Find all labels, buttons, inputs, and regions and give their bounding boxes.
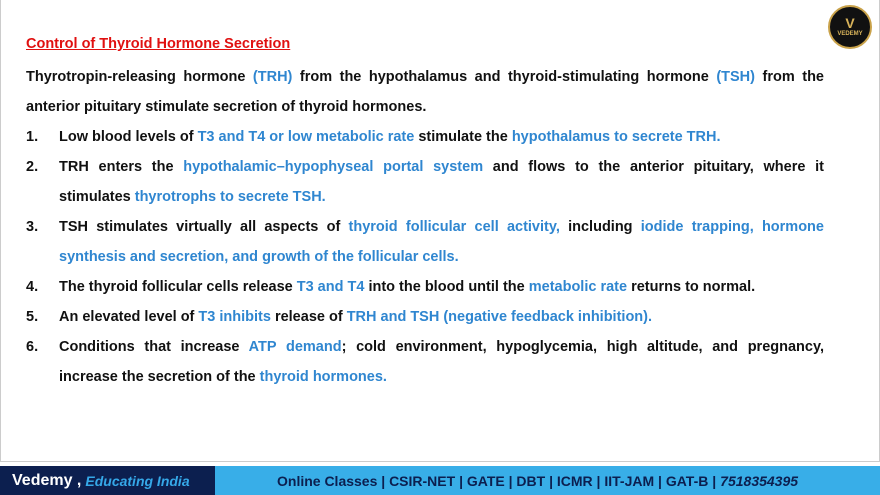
text-segment: returns to normal. (627, 279, 756, 295)
list-item (26, 152, 824, 212)
text-segment: ; cold environment, hypoglycemia, high altitude, and pregnancy, increase the secretion of the (59, 339, 824, 385)
highlighted-text: T3 inhibits (198, 309, 271, 325)
text-segment: from the hypothalamus and thyroid-stimulating hormone (292, 69, 717, 85)
text-segment: TSH stimulates virtually all aspects of (59, 219, 349, 235)
item-text (59, 152, 824, 212)
text-segment: Low blood levels of (59, 129, 198, 145)
highlighted-text: hypothalamic–hypophyseal portal system (183, 159, 484, 175)
highlighted-text: thyroid follicular cell activity, (348, 219, 560, 235)
text-segment: TRH enters the (59, 159, 184, 175)
brand-name: Vedemy , (12, 471, 82, 489)
brand-tagline: Educating India (85, 472, 190, 489)
item-text (59, 212, 824, 272)
logo-letter: V (845, 15, 855, 31)
item-text (59, 272, 824, 302)
intro-paragraph (26, 62, 824, 122)
footer-info (215, 466, 880, 495)
highlighted-text: (TRH) (252, 69, 293, 85)
phone-number: 7518354395 (720, 472, 799, 489)
text-segment: from the anterior pituitary stimulate secretion of thyroid hormones. (26, 69, 824, 115)
highlighted-text: metabolic rate (528, 279, 628, 295)
item-number: 3. (26, 219, 39, 235)
highlighted-text: thyroid hormones. (259, 369, 387, 385)
item-number: 6. (26, 339, 39, 355)
slide-title: Control of Thyroid Hormone Secretion (26, 36, 291, 52)
highlighted-text: T3 and T4 (296, 279, 365, 295)
item-text (59, 332, 824, 392)
list-item (26, 272, 824, 302)
item-number: 5. (26, 309, 39, 325)
text-segment: into the blood until the (364, 279, 529, 295)
item-number: 4. (26, 279, 39, 295)
item-text (59, 302, 824, 332)
item-text (59, 122, 824, 152)
course-list: Online Classes | CSIR-NET | GATE | DBT | ICMR | IIT-JAM | GAT-B | (277, 472, 717, 489)
list-item (26, 332, 824, 392)
item-number: 2. (26, 159, 39, 175)
item-number: 1. (26, 129, 39, 145)
steps-list (26, 122, 824, 392)
text-segment: Conditions that increase (59, 339, 249, 355)
vedemy-logo (828, 5, 872, 49)
footer-bar (0, 466, 880, 495)
list-item (26, 302, 824, 332)
highlighted-text: TRH and TSH (negative feedback inhibition). (346, 309, 653, 325)
text-segment: and flows to the anterior pituitary, where it stimulates (59, 159, 824, 205)
text-segment: The thyroid follicular cells release (59, 279, 297, 295)
text-segment: Thyrotropin-releasing hormone (26, 69, 253, 85)
highlighted-text: ATP demand (248, 339, 342, 355)
text-segment: release of (270, 309, 347, 325)
highlighted-text: thyrotrophs to secrete TSH. (134, 189, 326, 205)
highlighted-text: T3 and T4 or low metabolic rate (197, 129, 415, 145)
logo-name: VEDEMY (837, 31, 863, 37)
text-segment: including (559, 219, 641, 235)
text-segment: An elevated level of (59, 309, 199, 325)
highlighted-text: iodide trapping, hormone synthesis and secretion, and growth of the follicular cells. (59, 219, 824, 265)
footer-brand (0, 466, 215, 495)
highlighted-text: (TSH) (716, 69, 755, 85)
text-segment: stimulate the (414, 129, 512, 145)
list-item (26, 122, 824, 152)
highlighted-text: hypothalamus to secrete TRH. (511, 129, 721, 145)
list-item (26, 212, 824, 272)
